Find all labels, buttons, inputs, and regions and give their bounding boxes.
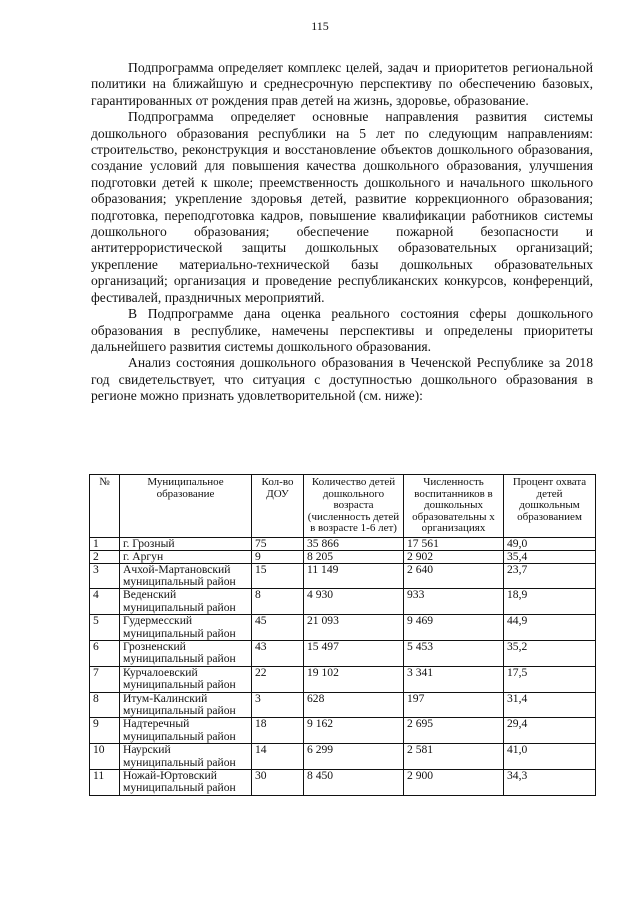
cell-dou-count: 15 xyxy=(252,563,304,589)
cell-children-count: 21 093 xyxy=(304,615,404,641)
cell-number: 8 xyxy=(90,692,120,718)
cell-number: 1 xyxy=(90,537,120,550)
cell-number: 2 xyxy=(90,550,120,563)
cell-number: 4 xyxy=(90,589,120,615)
cell-municipality: Грозненский муниципальный район xyxy=(120,640,252,666)
cell-number: 6 xyxy=(90,640,120,666)
cell-dou-count: 30 xyxy=(252,770,304,796)
table-row xyxy=(90,666,596,692)
header-cell-children-count: Количество детей дошкольного возраста (численность детей в возрасте 1-6 лет) xyxy=(304,475,404,538)
preschool-coverage-table xyxy=(89,474,596,796)
cell-municipality: г. Аргун xyxy=(120,550,252,563)
header-cell-coverage-percent: Процент охвата детей дошкольным образованием xyxy=(504,475,596,538)
cell-coverage-percent: 17,5 xyxy=(504,666,596,692)
cell-number: 10 xyxy=(90,744,120,770)
body-text xyxy=(91,60,593,405)
table-row xyxy=(90,770,596,796)
cell-pupils-count: 3 341 xyxy=(404,666,504,692)
cell-pupils-count: 933 xyxy=(404,589,504,615)
cell-coverage-percent: 23,7 xyxy=(504,563,596,589)
cell-municipality: Веденский муниципальный район xyxy=(120,589,252,615)
cell-municipality: Надтеречный муниципальный район xyxy=(120,718,252,744)
table-row xyxy=(90,615,596,641)
page-number: 115 xyxy=(311,19,329,33)
cell-children-count: 8 450 xyxy=(304,770,404,796)
cell-dou-count: 18 xyxy=(252,718,304,744)
cell-coverage-percent: 35,4 xyxy=(504,550,596,563)
cell-pupils-count: 2 900 xyxy=(404,770,504,796)
cell-municipality: г. Грозный xyxy=(120,537,252,550)
cell-children-count: 11 149 xyxy=(304,563,404,589)
table-row xyxy=(90,744,596,770)
cell-coverage-percent: 44,9 xyxy=(504,615,596,641)
cell-children-count: 15 497 xyxy=(304,640,404,666)
cell-number: 3 xyxy=(90,563,120,589)
header-cell-pupils-count: Численность воспитанников в дошкольных образовательны х организациях xyxy=(404,475,504,538)
cell-pupils-count: 2 640 xyxy=(404,563,504,589)
cell-coverage-percent: 49,0 xyxy=(504,537,596,550)
cell-children-count: 6 299 xyxy=(304,744,404,770)
cell-municipality: Наурский муниципальный район xyxy=(120,744,252,770)
cell-dou-count: 9 xyxy=(252,550,304,563)
table-row xyxy=(90,718,596,744)
cell-number: 5 xyxy=(90,615,120,641)
cell-pupils-count: 2 902 xyxy=(404,550,504,563)
cell-children-count: 19 102 xyxy=(304,666,404,692)
cell-pupils-count: 5 453 xyxy=(404,640,504,666)
cell-pupils-count: 197 xyxy=(404,692,504,718)
cell-municipality: Ачхой-Мартановский муниципальный район xyxy=(120,563,252,589)
cell-municipality: Курчалоевский муниципальный район xyxy=(120,666,252,692)
header-cell-dou-count: Кол-во ДОУ xyxy=(252,475,304,538)
cell-municipality: Итум-Калинский муниципальный район xyxy=(120,692,252,718)
table-row xyxy=(90,589,596,615)
table-row xyxy=(90,640,596,666)
paragraph: Анализ состояния дошкольного образования в Чеченской Республике за 2018 год свидетельствует, что ситуация с доступностью дошкольного образования в регионе можно признать удовлетворительной (см. ниже): xyxy=(91,355,593,404)
cell-dou-count: 3 xyxy=(252,692,304,718)
cell-children-count: 628 xyxy=(304,692,404,718)
table-header-row xyxy=(90,475,596,538)
paragraph: Подпрограмма определяет основные направления развития системы дошкольного образования республики на 5 лет по следующим направлениям: строительство, реконструкция и восстановление объектов дошкольного образования, создание условий для повышения качества дошкольного образования, улучшения подготовки детей к школе; преемственность дошкольного и начального школьного образования; укрепление здоровья детей, развитие коррекционного образования; подготовка, переподготовка кадров, повышение квалификации работников системы дошкольного образования; обеспечение пожарной безопасности и антитеррористической защиты дошкольных образовательных организаций; укрепление материально-технической базы дошкольных образовательных организаций; организация и проведение республиканских конкурсов, конференций, фестивалей, праздничных мероприятий. xyxy=(91,109,593,305)
cell-pupils-count: 17 561 xyxy=(404,537,504,550)
cell-children-count: 35 866 xyxy=(304,537,404,550)
cell-municipality: Гудермесский муниципальный район xyxy=(120,615,252,641)
cell-coverage-percent: 29,4 xyxy=(504,718,596,744)
cell-number: 11 xyxy=(90,770,120,796)
cell-dou-count: 14 xyxy=(252,744,304,770)
cell-dou-count: 22 xyxy=(252,666,304,692)
cell-dou-count: 43 xyxy=(252,640,304,666)
cell-pupils-count: 2 581 xyxy=(404,744,504,770)
cell-pupils-count: 9 469 xyxy=(404,615,504,641)
paragraph: Подпрограмма определяет комплекс целей, задач и приоритетов региональной политики на ближайшую и среднесрочную перспективу по обеспечению базовых, гарантированных от рождения прав детей на жизнь, здоровье, образование. xyxy=(91,60,593,108)
cell-children-count: 4 930 xyxy=(304,589,404,615)
cell-children-count: 8 205 xyxy=(304,550,404,563)
table-row xyxy=(90,537,596,550)
cell-dou-count: 8 xyxy=(252,589,304,615)
cell-children-count: 9 162 xyxy=(304,718,404,744)
cell-municipality: Ножай-Юртовский муниципальный район xyxy=(120,770,252,796)
cell-coverage-percent: 35,2 xyxy=(504,640,596,666)
header-cell-number: № xyxy=(90,475,120,538)
cell-coverage-percent: 34,3 xyxy=(504,770,596,796)
table-row xyxy=(90,550,596,563)
cell-coverage-percent: 31,4 xyxy=(504,692,596,718)
cell-coverage-percent: 41,0 xyxy=(504,744,596,770)
table-row xyxy=(90,692,596,718)
paragraph: В Подпрограмме дана оценка реального состояния сферы дошкольного образования в республике, намечены перспективы и определены приоритеты дальнейшего развития системы дошкольного образования. xyxy=(91,306,593,354)
table-row xyxy=(90,563,596,589)
cell-pupils-count: 2 695 xyxy=(404,718,504,744)
header-cell-municipality: Муниципальное образование xyxy=(120,475,252,538)
cell-number: 7 xyxy=(90,666,120,692)
cell-dou-count: 45 xyxy=(252,615,304,641)
cell-dou-count: 75 xyxy=(252,537,304,550)
cell-number: 9 xyxy=(90,718,120,744)
cell-coverage-percent: 18,9 xyxy=(504,589,596,615)
